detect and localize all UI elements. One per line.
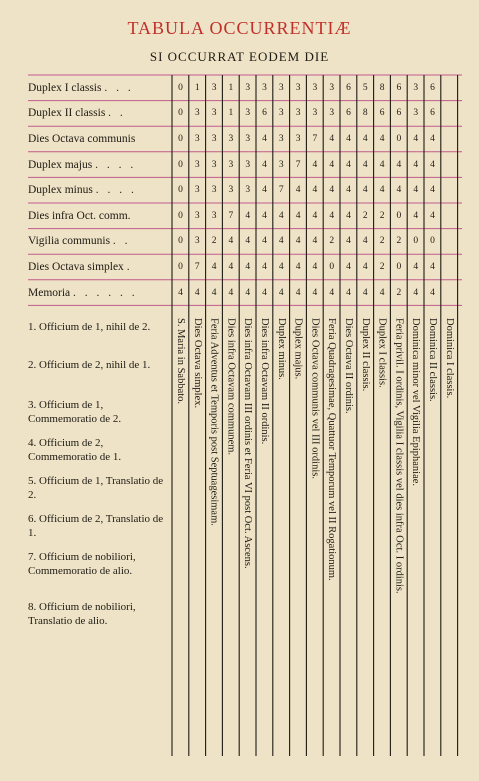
row-label: [28, 283, 168, 303]
table-cell: 3: [211, 159, 217, 170]
column-heading: Dies Octava communis vel III ordinis.: [309, 318, 321, 479]
column-heading: Feria Quadragesimae, Quattuor Temporum vel II Rogationum.: [326, 318, 338, 581]
table-cell: 6: [396, 82, 402, 93]
table-cell: 4: [430, 134, 435, 144]
table-cell: 4: [362, 185, 368, 196]
column-heading: Feria Adventus et Temporis post Septuagesimam.: [208, 318, 220, 526]
footnote-item: 8. Officium de nobiliori, Translatio de alio.: [28, 601, 136, 627]
column-heading: Dies infra Octavam II ordinis.: [259, 318, 270, 445]
table-cell: 1: [194, 82, 200, 93]
table-cell: 2: [379, 236, 385, 247]
table-cell: 4: [413, 262, 419, 272]
table-cell: 4: [295, 185, 301, 196]
column-heading: Duplex II classis.: [359, 318, 371, 392]
row-label-dots: . .: [112, 235, 131, 248]
footnote-item: 1. Officium de 1, nihil de 2.: [28, 321, 151, 333]
table-cell: 4: [346, 210, 351, 221]
row-label: [28, 78, 168, 98]
table-cell: 5: [362, 82, 368, 93]
table-cell: 4: [329, 185, 335, 196]
table-cell: 1: [228, 108, 234, 119]
table-cell: 4: [346, 134, 351, 144]
column-heading: Feria privil. I ordinis, Vigilia I classis vel dies infra Oct. I ordinis.: [393, 318, 405, 594]
table-cell: 3: [245, 134, 251, 144]
table-cell: 4: [278, 262, 284, 272]
table-cell: 4: [295, 236, 301, 247]
table-cell: 7: [312, 134, 318, 144]
table-cell: 6: [430, 108, 435, 119]
table-cell: 4: [413, 134, 419, 144]
column-heading: Duplex minus.: [275, 318, 287, 380]
table-cell: 4: [228, 287, 234, 298]
table-cell: 3: [245, 159, 251, 170]
table-cell: 3: [194, 210, 200, 221]
row-label-text: Duplex minus: [28, 184, 93, 197]
table-cell: 3: [194, 185, 200, 196]
table-cell: 4: [228, 236, 234, 247]
table-cell: 3: [262, 82, 267, 93]
table-cell: 3: [312, 82, 318, 93]
table-cell: 4: [362, 262, 368, 272]
table-cell: 3: [245, 82, 251, 93]
table-cell: 4: [312, 210, 318, 221]
table-cell: 6: [346, 82, 351, 93]
table-cell: 4: [379, 185, 385, 196]
row-label-dots: . . . . . .: [73, 286, 138, 299]
table-cell: 4: [362, 134, 368, 144]
table-cell: 2: [211, 236, 217, 247]
column-heading: Dominica II classis.: [427, 318, 438, 402]
table-cell: 0: [178, 159, 183, 170]
row-label-text: Duplex majus: [28, 158, 93, 171]
table-cell: 2: [329, 236, 335, 247]
table-cell: 4: [379, 134, 385, 144]
table-cell: 4: [362, 159, 368, 170]
table-cell: 7: [295, 159, 301, 170]
table-cell: 4: [379, 287, 385, 298]
table-cell: 2: [362, 210, 368, 221]
table-cell: 4: [362, 236, 368, 247]
table-cell: 4: [211, 287, 217, 298]
column-heading: Dies Octava II ordinis.: [343, 318, 354, 414]
table-cell: 7: [194, 262, 200, 272]
table-cell: 4: [245, 287, 251, 298]
table-cell: 6: [430, 82, 435, 93]
table-cell: 4: [413, 159, 419, 170]
table-cell: 4: [362, 287, 368, 298]
table-cell: 0: [178, 108, 183, 119]
table-cell: 4: [194, 287, 200, 298]
table-cell: 4: [379, 159, 385, 170]
table-cell: 2: [396, 236, 402, 247]
table-cell: 3: [245, 108, 251, 119]
table-cell: 3: [413, 82, 419, 93]
column-heading: Dominica minor vel Vigilia Epiphaniae.: [410, 318, 422, 487]
table-cell: 4: [312, 159, 318, 170]
table-cell: 4: [430, 210, 435, 221]
column-heading: Duplex majus.: [292, 318, 304, 380]
table-cell: 4: [413, 287, 419, 298]
footnote-item: 6. Officium de 2, Translatio de 1.: [28, 513, 164, 539]
row-label: [28, 206, 168, 226]
table-cell: 3: [278, 108, 284, 119]
table-cell: 4: [295, 262, 301, 272]
table-cell: 4: [329, 159, 335, 170]
table-cell: 4: [312, 185, 318, 196]
table-cell: 3: [278, 134, 284, 144]
table-cell: 3: [228, 185, 234, 196]
table-cell: 6: [262, 108, 267, 119]
table-cell: 4: [346, 287, 351, 298]
table-cell: 0: [178, 236, 183, 247]
table-cell: 3: [194, 108, 200, 119]
table-cell: 3: [211, 185, 217, 196]
table-cell: 3: [211, 134, 217, 144]
table-cell: 0: [396, 210, 402, 221]
table-cell: 3: [228, 159, 234, 170]
table-cell: 3: [211, 108, 217, 119]
table-cell: 4: [278, 287, 284, 298]
table-cell: 2: [396, 287, 402, 298]
table-cell: 4: [295, 210, 301, 221]
table-cell: 1: [228, 82, 234, 93]
row-label: [28, 257, 168, 277]
table-cell: 4: [211, 262, 217, 272]
table-cell: 0: [178, 82, 183, 93]
table-cell: 3: [329, 108, 335, 119]
table-cell: 4: [278, 210, 284, 221]
table-cell: 0: [178, 185, 183, 196]
column-heading: Dies Octava simplex.: [191, 318, 203, 409]
table-cell: 4: [329, 210, 335, 221]
row-label-text: Dies infra Oct. comm.: [28, 209, 131, 222]
table-cell: 0: [178, 210, 183, 221]
table-cell: 3: [194, 236, 200, 247]
table-cell: 7: [228, 210, 234, 221]
table-cell: 4: [329, 287, 335, 298]
row-label-dots: .: [126, 261, 133, 273]
table-cell: 4: [262, 185, 267, 196]
table-cell: 3: [278, 82, 284, 93]
row-label: [28, 155, 168, 175]
table-cell: 0: [396, 262, 402, 272]
table-cell: 4: [396, 159, 402, 170]
table-cell: 4: [346, 185, 351, 196]
table-cell: 4: [329, 134, 335, 144]
table-cell: 0: [329, 262, 335, 272]
row-label: [28, 180, 168, 200]
table-cell: 2: [379, 262, 385, 272]
table-cell: 0: [396, 134, 402, 144]
table-cell: 4: [346, 236, 351, 247]
column-heading: Dominica I classis.: [443, 318, 455, 399]
table-cell: 4: [312, 236, 318, 247]
table-cell: 6: [396, 108, 402, 119]
table-cell: 4: [413, 185, 419, 196]
footnote-item: 4. Officium de 2, Commemoratio de 1.: [28, 437, 122, 463]
table-cell: 4: [278, 236, 284, 247]
column-heading: S. Maria in Sabbato.: [175, 318, 186, 405]
footnote-item: 7. Officium de nobiliori, Commemoratio de alio.: [28, 551, 136, 577]
table-cell: 4: [312, 287, 318, 298]
column-heading: Duplex I classis.: [376, 318, 388, 388]
row-label-dots: . . .: [104, 81, 134, 94]
row-label-dots: . . . .: [95, 184, 137, 197]
table-cell: 4: [262, 210, 267, 221]
table-cell: 4: [396, 185, 402, 196]
row-label-text: Duplex II classis: [28, 107, 106, 120]
row-label: [28, 129, 168, 149]
column-heading: Dies infra Octavam III ordinis et Feria VI post Oct. Ascens.: [242, 318, 254, 569]
table-cell: 4: [262, 287, 267, 298]
table-cell: 4: [430, 185, 435, 196]
table-cell: 4: [312, 262, 318, 272]
table-cell: 4: [430, 287, 435, 298]
table-cell: 3: [312, 108, 318, 119]
table-cell: 4: [262, 262, 267, 272]
table-cell: 3: [194, 134, 200, 144]
table-cell: 0: [178, 134, 183, 144]
row-label-text: Duplex I classis: [28, 81, 102, 94]
table-cell: 0: [178, 262, 183, 272]
table-cell: 0: [430, 236, 435, 247]
column-heading: Dies infra Octavam communem.: [225, 318, 237, 456]
page-subtitle: SI OCCURRAT EODEM DIE: [149, 49, 330, 64]
table-cell: 4: [413, 210, 419, 221]
table-cell: 3: [211, 82, 217, 93]
table-cell: 6: [346, 108, 351, 119]
footnote-item: 2. Officium de 2, nihil de 1.: [28, 359, 151, 371]
table-cell: 3: [329, 82, 335, 93]
table-cell: 8: [362, 108, 368, 119]
table-cell: 4: [262, 159, 267, 170]
table-cell: 3: [295, 108, 301, 119]
table-cell: 3: [228, 134, 234, 144]
table-cell: 7: [278, 185, 284, 196]
table-cell: 4: [245, 236, 251, 247]
table-cell: 4: [228, 262, 234, 272]
footnote-item: 3. Officium de 1, Commemoratio de 2.: [28, 399, 122, 425]
row-label-dots: . . . .: [95, 158, 137, 171]
table-cell: 8: [379, 82, 385, 93]
table-cell: 4: [295, 287, 301, 298]
table-cell: 0: [413, 236, 419, 247]
row-label: [28, 103, 168, 123]
table-cell: 3: [194, 159, 200, 170]
table-cell: 4: [178, 287, 183, 298]
table-cell: 3: [245, 185, 251, 196]
table-cell: 6: [379, 108, 385, 119]
table-cell: 4: [430, 262, 435, 272]
row-label-text: Vigilia communis: [28, 235, 111, 248]
footnote-item: 5. Officium de 1, Translatio de 2.: [28, 475, 164, 501]
table-cell: 3: [211, 210, 217, 221]
table-cell: 4: [430, 159, 435, 170]
row-label: [28, 231, 168, 251]
table-cell: 4: [262, 134, 267, 144]
table-cell: 3: [295, 82, 301, 93]
page-title: TABULA OCCURRENTIÆ: [127, 18, 352, 38]
table-cell: 3: [295, 134, 301, 144]
table-cell: 3: [278, 159, 284, 170]
table-cell: 3: [413, 108, 419, 119]
table-cell: 4: [346, 262, 351, 272]
table-cell: 4: [262, 236, 267, 247]
row-label-text: Dies Octava communis: [28, 133, 136, 145]
row-label-text: Dies Octava simplex: [28, 261, 124, 273]
table-cell: 2: [379, 210, 385, 221]
table-cell: 4: [245, 262, 251, 272]
table-cell: 4: [346, 159, 351, 170]
row-label-dots: . .: [108, 107, 126, 120]
table-cell: 4: [245, 210, 251, 221]
row-label-text: Memoria: [28, 286, 71, 299]
